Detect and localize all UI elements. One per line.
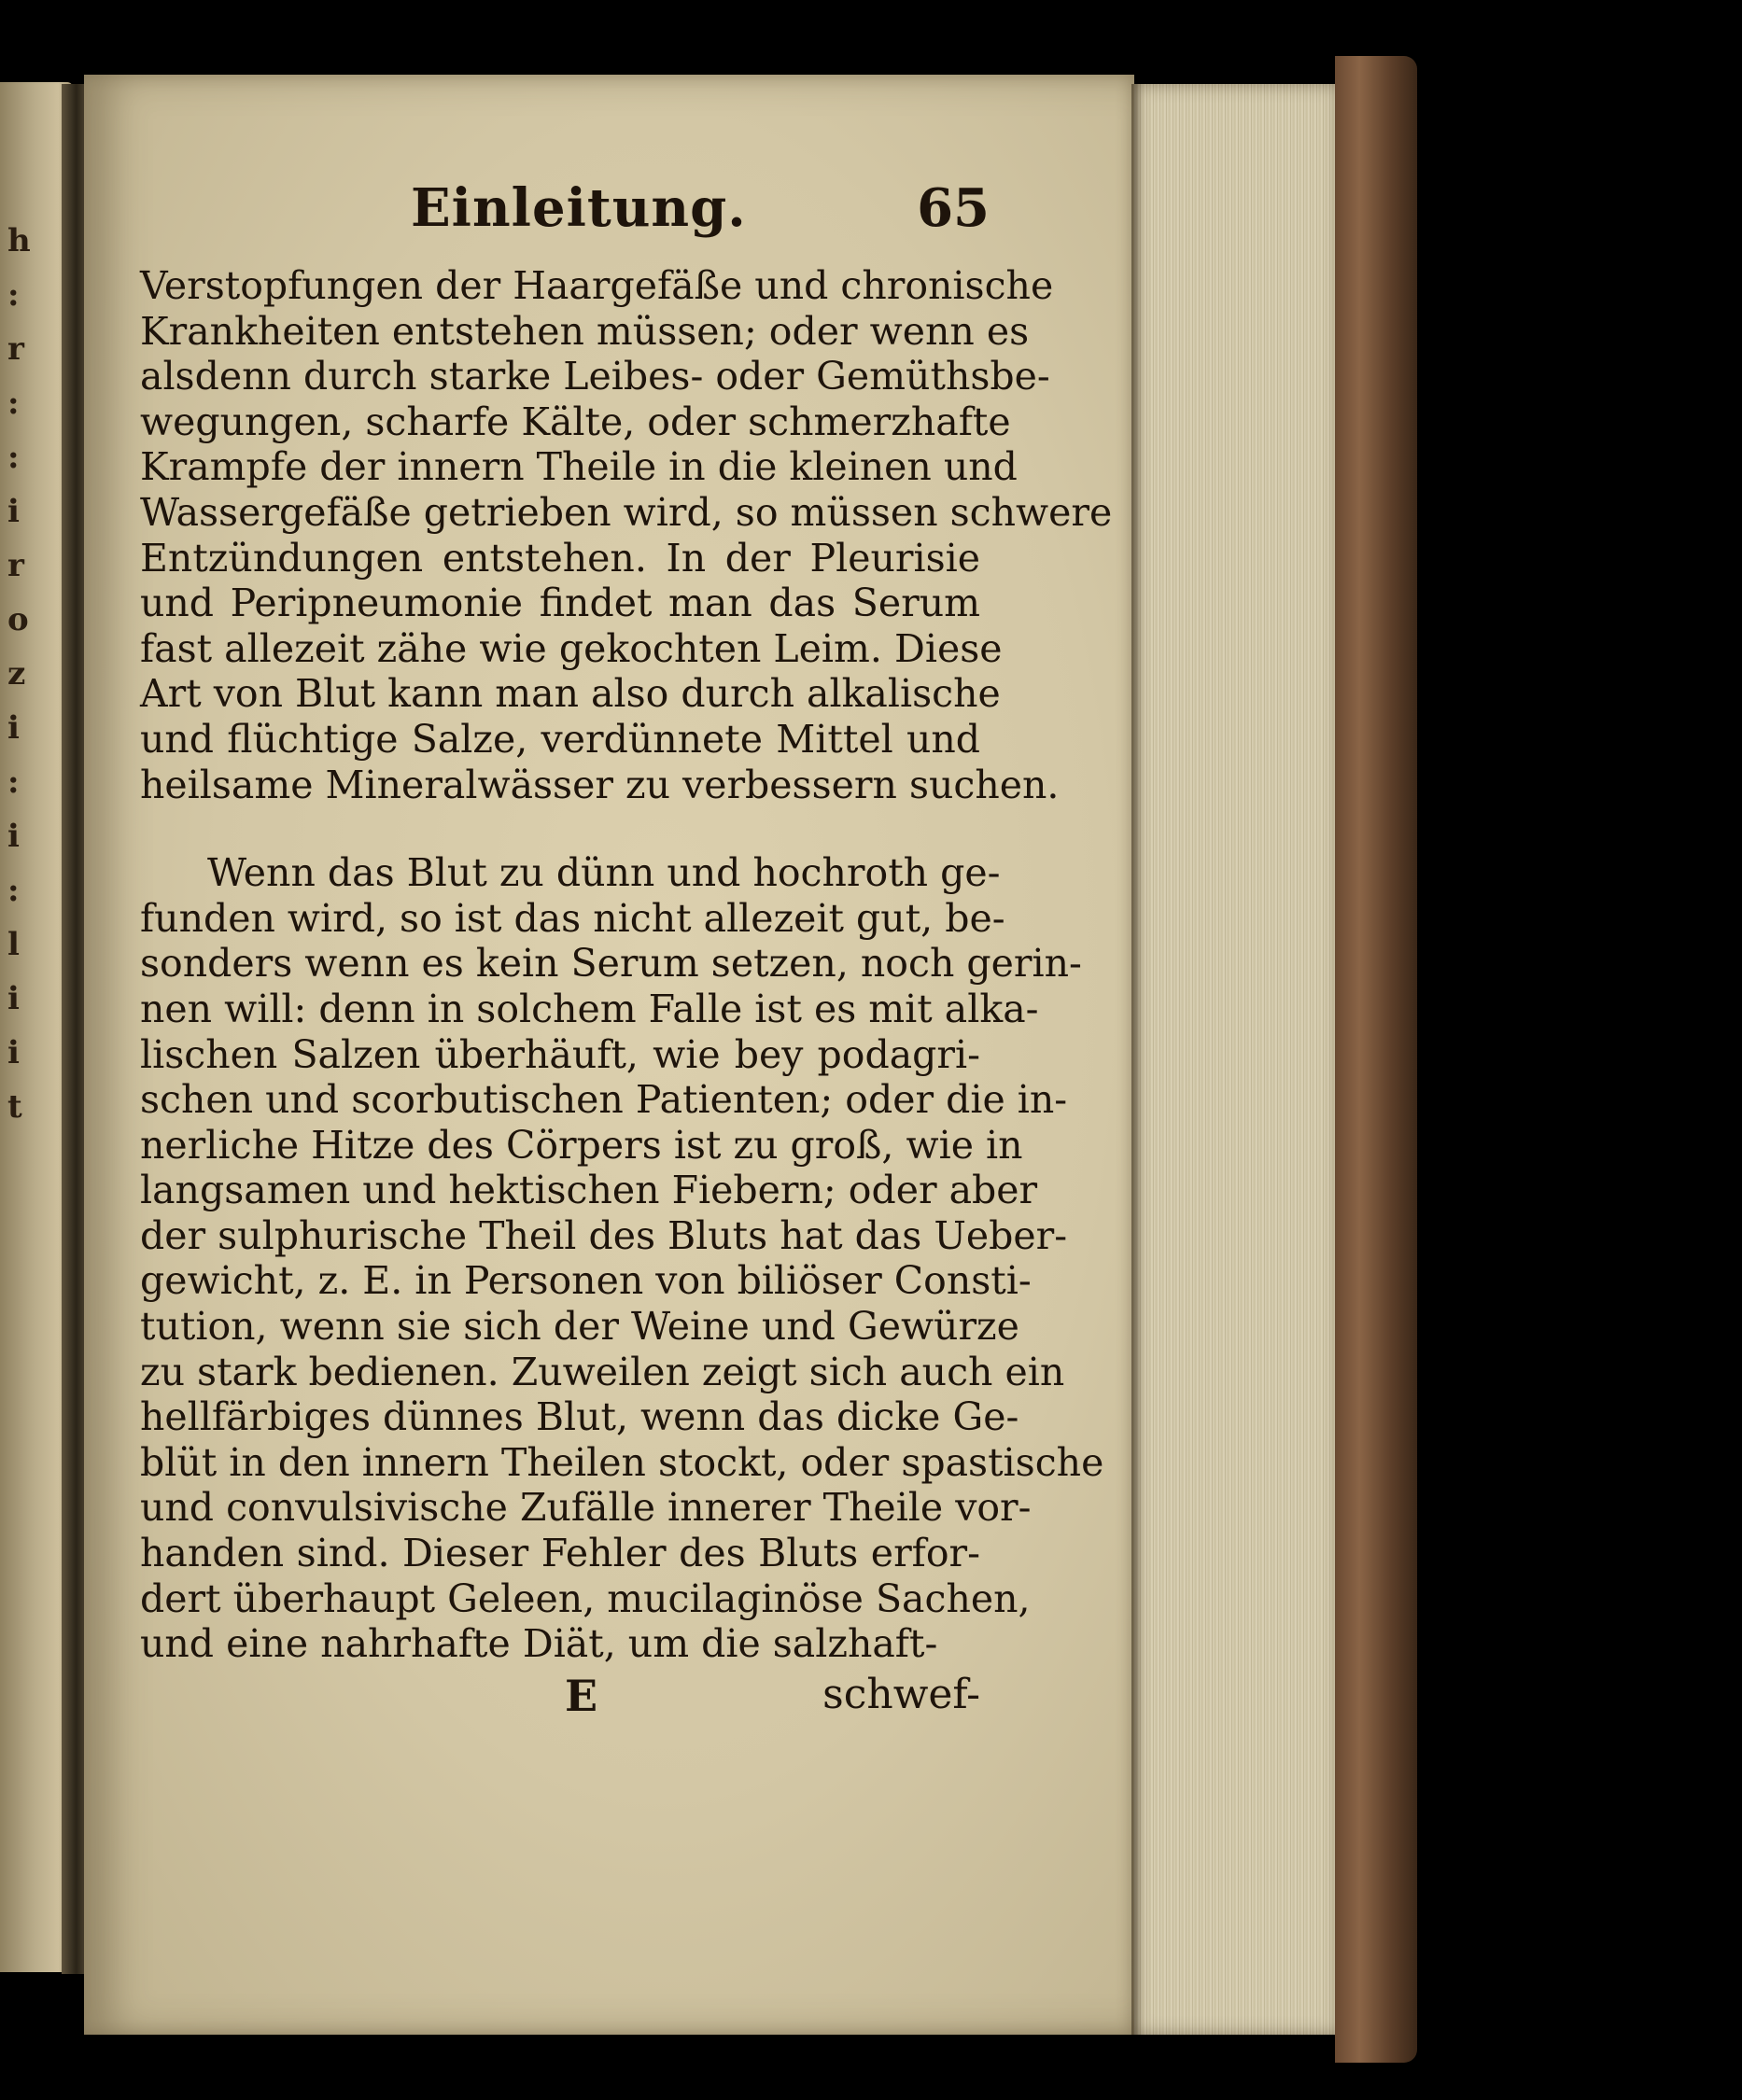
text-line: alsdenn durch starke Leibes- oder Gemüthsbe- — [140, 354, 1050, 399]
text-line: tution, wenn sie sich der Weine und Gewürze — [140, 1304, 1019, 1350]
previous-page-fragment: r — [7, 547, 24, 584]
running-head: Einleitung. — [411, 177, 747, 239]
page-block-edges — [1134, 84, 1340, 2035]
text-line: gewicht, z. E. in Personen von biliöser Consti- — [140, 1258, 1032, 1304]
paragraph-2 — [140, 850, 1104, 1667]
text-line: sonders wenn es kein Serum setzen, noch gerin- — [140, 941, 1082, 987]
previous-page-fragment: i — [7, 818, 20, 855]
previous-page-fragment: i — [7, 709, 20, 747]
text-line: zu stark bedienen. Zuweilen zeigt sich auch ein — [140, 1349, 1065, 1394]
text-line: dert überhaupt Geleen, mucilaginöse Sachen, — [140, 1575, 1031, 1621]
text-line: Krankheiten entstehen müssen; oder wenn es — [140, 308, 1030, 354]
previous-page-fragment: h — [7, 222, 31, 259]
page-number: 65 — [917, 177, 990, 239]
text-line: und convulsivische Zufälle innerer Theile vor- — [140, 1485, 1032, 1531]
text-line: fast allezeit zähe wie gekochten Leim. Diese — [140, 625, 1003, 671]
text-line: nen will: denn in solchem Falle ist es mit alka- — [140, 986, 1039, 1031]
text-line: Krampfe der innern Theile in die kleinen und — [140, 444, 1018, 490]
text-line: der sulphurische Theil des Bluts hat das Ueber- — [140, 1212, 1068, 1258]
book-gutter — [62, 84, 86, 1974]
paragraph-1 — [140, 263, 1113, 807]
previous-page-fragment: : — [7, 276, 20, 314]
previous-page-fragment: r — [7, 330, 24, 368]
previous-page-fragment: t — [7, 1088, 22, 1126]
text-line: und flüchtige Salze, verdünnete Mittel und — [140, 716, 980, 762]
signature-mark: E — [565, 1670, 598, 1721]
catchword: schwef- — [822, 1670, 980, 1718]
text-line: Verstopfungen der Haargefäße und chronische — [140, 263, 1054, 308]
previous-page-fragment: : — [7, 385, 20, 422]
text-line: hellfärbiges dünnes Blut, wenn das dicke Ge- — [140, 1394, 1019, 1440]
text-line: und Peripneumonie findet man das Serum — [140, 581, 980, 626]
previous-page-fragment: : — [7, 872, 20, 909]
text-line: Wassergefäße getrieben wird, so müssen schwere — [140, 489, 1113, 535]
text-line: schen und scorbutischen Patienten; oder die in- — [140, 1077, 1068, 1123]
previous-page-fragment: i — [7, 980, 20, 1017]
leather-cover — [1335, 56, 1417, 2063]
previous-page-fragment: z — [7, 655, 26, 693]
text-line: wegungen, scharfe Kälte, oder schmerzhafte — [140, 399, 1011, 444]
text-line: Entzündungen entstehen. In der Pleurisie — [140, 535, 980, 581]
previous-page-fragment: i — [7, 493, 20, 530]
page-edge-shadow — [1131, 84, 1143, 2035]
previous-page-fragment: : — [7, 439, 20, 476]
text-line: blüt in den innern Theilen stockt, oder spastische — [140, 1439, 1104, 1485]
previous-page-fragment: : — [7, 763, 20, 801]
previous-page-fragment: i — [7, 1034, 20, 1071]
previous-page-fragment: o — [7, 601, 29, 638]
page-text — [140, 177, 1113, 1727]
page-footer — [140, 1671, 980, 1727]
text-line: und eine nahrhafte Diät, um die salzhaft- — [140, 1621, 938, 1667]
previous-page-fragment: l — [7, 926, 20, 963]
paragraph-gap — [140, 807, 980, 850]
text-line: Wenn das Blut zu dünn und hochroth ge- — [207, 850, 1001, 896]
page-header — [140, 177, 990, 263]
text-line: heilsame Mineralwässer zu verbessern suchen. — [140, 762, 1060, 807]
text-line: Art von Blut kann man also durch alkalische — [140, 671, 1001, 717]
text-line: langsamen und hektischen Fiebern; oder aber — [140, 1168, 1038, 1213]
text-line: handen sind. Dieser Fehler des Bluts erfor- — [140, 1531, 980, 1576]
text-line: funden wird, so ist das nicht allezeit gut, be- — [140, 895, 1005, 941]
text-line: nerliche Hitze des Cörpers ist zu groß, wie in — [140, 1122, 1023, 1168]
text-line: lischen Salzen überhäuft, wie bey podagri- — [140, 1031, 980, 1077]
